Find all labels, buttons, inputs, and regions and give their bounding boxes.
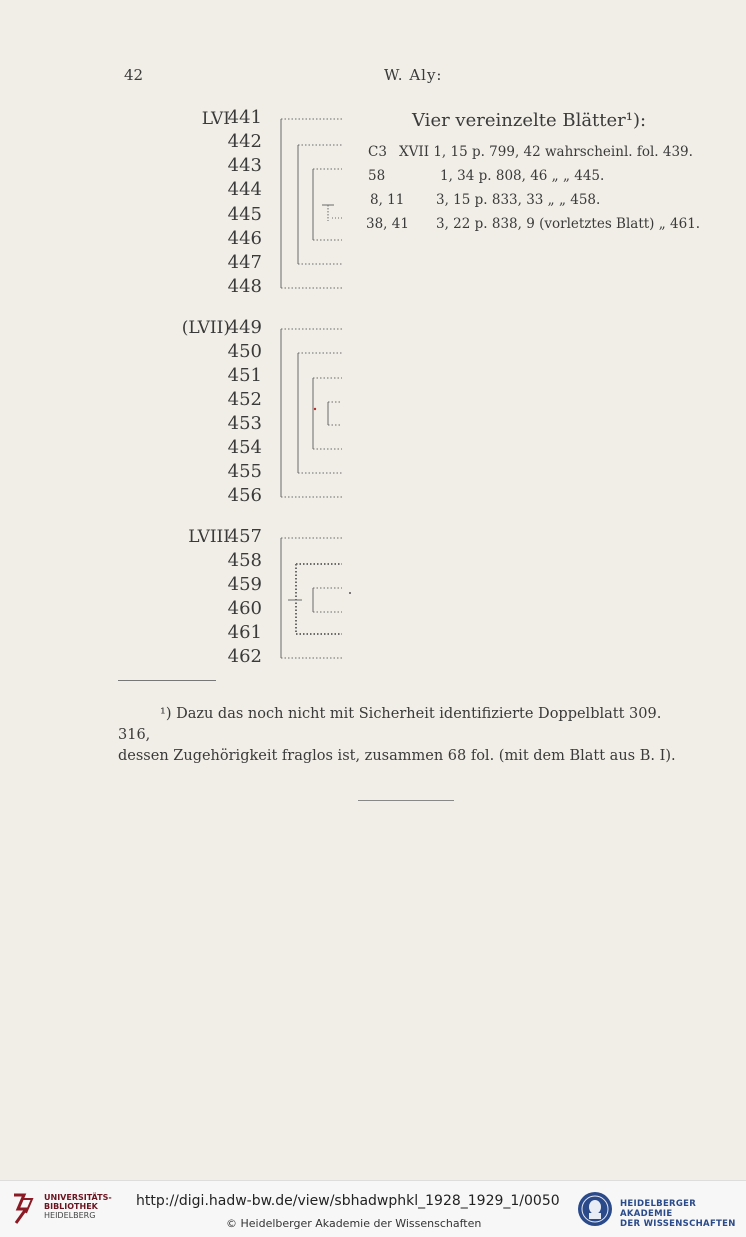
page-number: 42 bbox=[124, 66, 144, 84]
leaf-number: 462 bbox=[227, 646, 262, 667]
academy-name-line: DER WISSENSCHAFTEN bbox=[620, 1219, 736, 1229]
leaf-number: 459 bbox=[227, 574, 262, 595]
leaf-number: 456 bbox=[227, 485, 262, 506]
academy-name-line: HEIDELBERGER AKADEMIE bbox=[620, 1199, 697, 1219]
group-label-lvi: LVI bbox=[201, 109, 230, 129]
leaf-number: 458 bbox=[227, 550, 262, 571]
sheet-row-a: 8, 11 bbox=[370, 192, 405, 208]
footnote-line: dessen Zugehörigkeit fraglos ist, zusammen 68 fol. (mit dem Blatt aus B. I). bbox=[118, 748, 676, 764]
university-library-logo-icon bbox=[8, 1191, 38, 1225]
library-name bbox=[44, 1193, 112, 1220]
leaf-number: 450 bbox=[227, 341, 262, 362]
leaf-number: 451 bbox=[227, 365, 262, 386]
copyright-notice: © Heidelberger Akademie der Wissenschaften bbox=[226, 1217, 482, 1230]
academy-name bbox=[620, 1199, 746, 1229]
leaf-number: 442 bbox=[227, 131, 262, 152]
leaf-number: 446 bbox=[227, 228, 262, 249]
leaf-number: 445 bbox=[227, 204, 262, 225]
sheet-row-b: XVII 1, 15 p. 799, 42 wahrscheinl. fol. 439. bbox=[399, 144, 693, 160]
group-label-lvii: (LVII) bbox=[181, 318, 230, 338]
running-title: W. Aly: bbox=[384, 66, 443, 84]
leaf-number: 457 bbox=[227, 526, 262, 547]
sheets-title: Vier vereinzelte Blätter¹): bbox=[412, 110, 647, 131]
leaf-number: 448 bbox=[227, 276, 262, 297]
leaf-number: 444 bbox=[227, 179, 262, 200]
end-rule bbox=[358, 800, 454, 801]
library-name-line: HEIDELBERG bbox=[44, 1211, 96, 1220]
permalink[interactable]: http://digi.hadw-bw.de/view/sbhadwphkl_1928_1929_1/0050 bbox=[136, 1193, 560, 1209]
leaf-number: 441 bbox=[227, 107, 262, 128]
viewer-footer bbox=[0, 1180, 746, 1237]
sheet-row-b: 3, 22 p. 838, 9 (vorletztes Blatt) „ 461. bbox=[436, 216, 701, 232]
academy-seal-icon bbox=[576, 1189, 614, 1229]
leaf-number: 454 bbox=[227, 437, 262, 458]
sheet-row-a: 58 bbox=[368, 168, 386, 184]
leaf-number: 453 bbox=[227, 413, 262, 434]
leaf-number: 452 bbox=[227, 389, 262, 410]
footnote-separator bbox=[118, 680, 216, 681]
sheet-row-a: C3 bbox=[368, 144, 387, 160]
leaf-number: 443 bbox=[227, 155, 262, 176]
leaf-number: 460 bbox=[227, 598, 262, 619]
sheet-row-b: 1, 34 p. 808, 46 „ „ 445. bbox=[440, 168, 605, 184]
leaf-number: 449 bbox=[227, 317, 262, 338]
footnote-line: ¹) Dazu das noch nicht mit Sicherheit identifizierte Doppelblatt 309. 316, bbox=[118, 706, 662, 743]
leaf-number: 447 bbox=[227, 252, 262, 273]
footnote bbox=[118, 704, 698, 767]
leaf-number: 461 bbox=[227, 622, 262, 643]
group-label-lviii: LVIII bbox=[188, 527, 230, 547]
sheet-row-a: 38, 41 bbox=[366, 216, 409, 232]
library-name-line: UNIVERSITÄTS- bbox=[44, 1193, 112, 1202]
leaf-number: 455 bbox=[227, 461, 262, 482]
sheet-row-b: 3, 15 p. 833, 33 „ „ 458. bbox=[436, 192, 601, 208]
library-name-line: BIBLIOTHEK bbox=[44, 1202, 98, 1211]
